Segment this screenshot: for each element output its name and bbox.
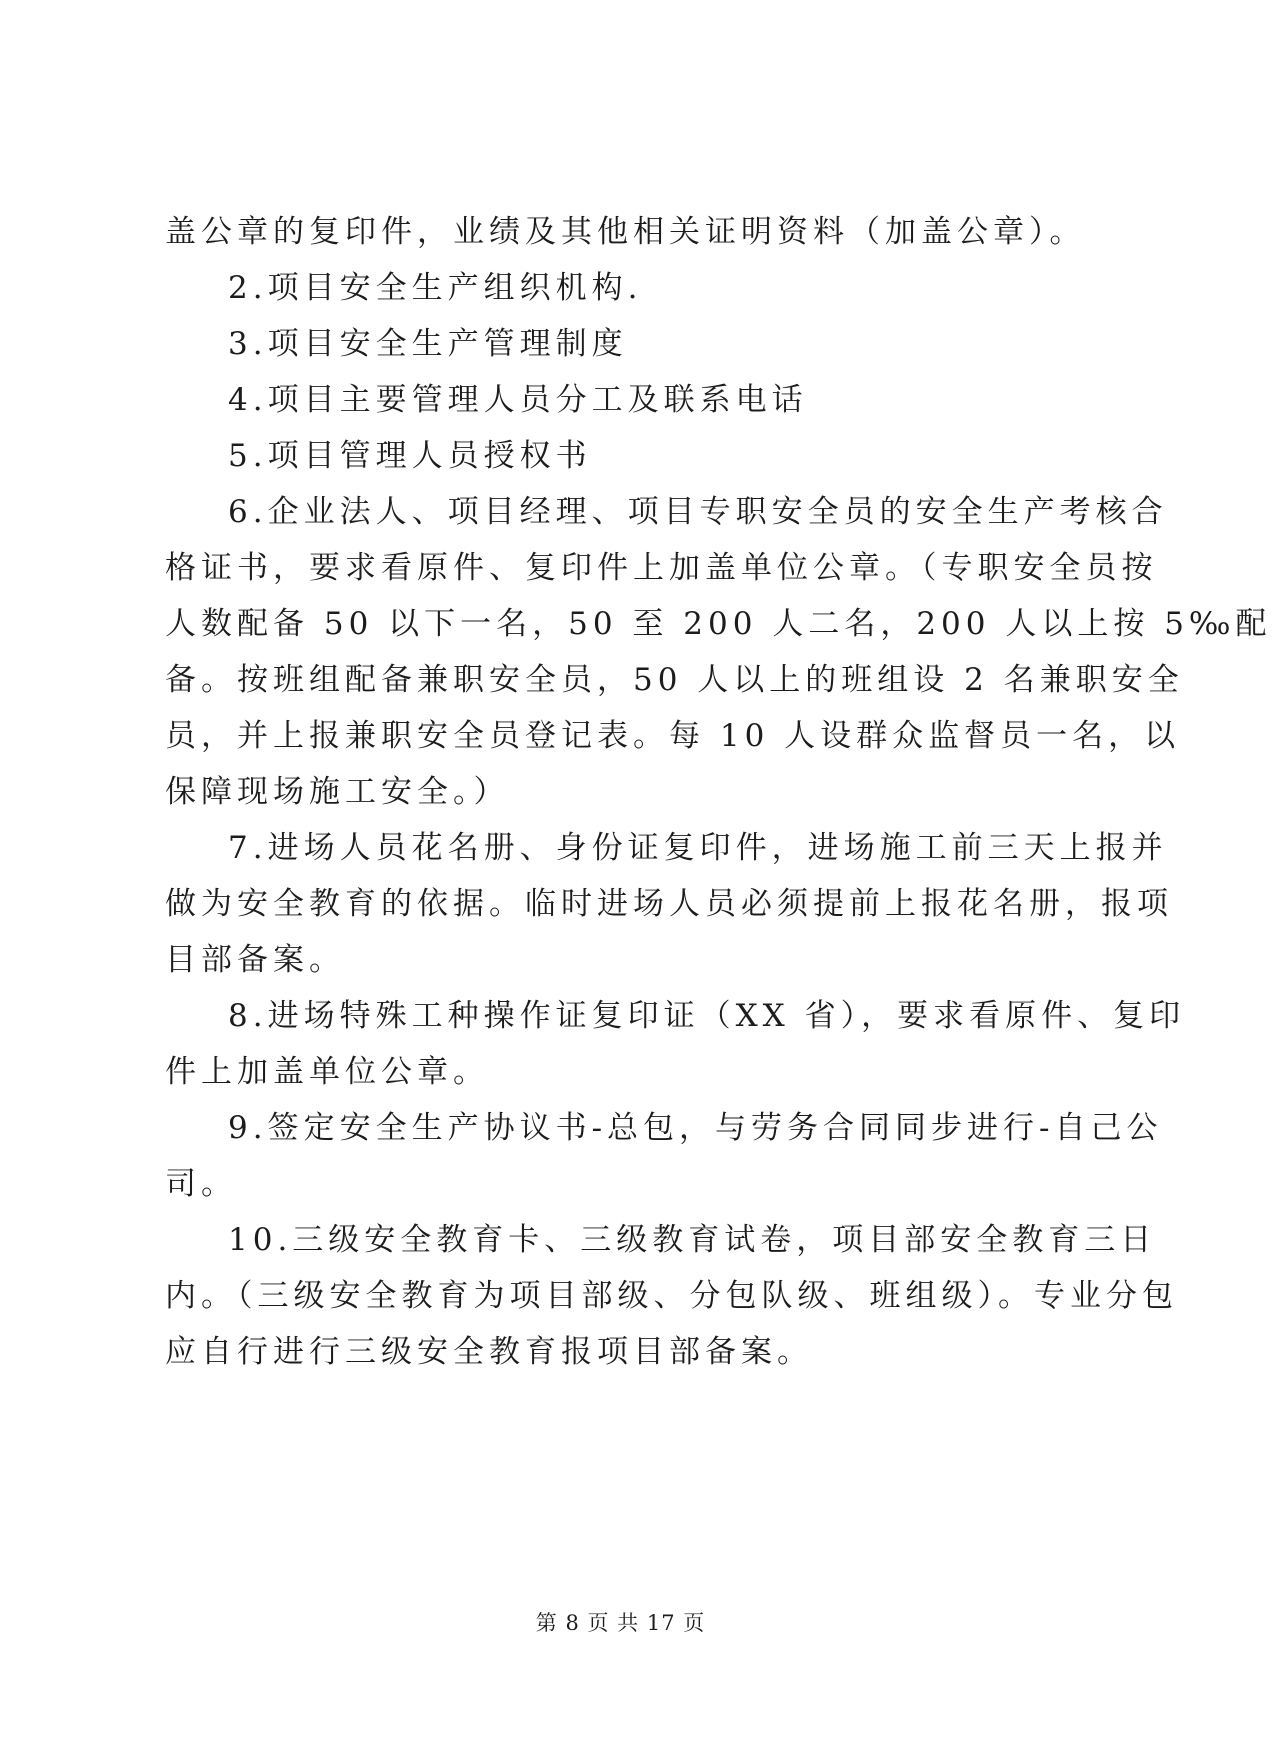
list-item-5: 5.项目管理人员授权书 [228,438,592,474]
list-item-4: 4.项目主要管理人员分工及联系电话 [228,382,808,418]
list-item-7-cont-1: 做为安全教育的依据。临时进场人员必须提前上报花名册，报项 [165,886,1173,922]
list-item-6-cont-2: 人数配备 50 以下一名，50 至 200 人二名，200 人以上按 5‰配 [165,606,1272,642]
list-item-10-cont-1: 内。（三级安全教育为项目部级、分包队级、班组级）。专业分包 [165,1278,1178,1314]
list-item-9: 9.签定安全生产协议书-总包，与劳务合同同步进行-自己公 [228,1110,1163,1146]
list-item-8: 8.进场特殊工种操作证复印证（XX 省），要求看原件、复印 [228,998,1186,1034]
list-item-7: 7.进场人员花名册、身份证复印件，进场施工前三天上报并 [228,830,1168,866]
list-item-10: 10.三级安全教育卡、三级教育试卷，项目部安全教育三日 [228,1222,1157,1258]
text-line-1: 盖公章的复印件，业绩及其他相关证明资料（加盖公章）。 [165,214,1086,250]
page-number-footer: 第 8 页 共 17 页 [535,1611,706,1635]
list-item-6-cont-3: 备。按班组配备兼职安全员，50 人以上的班组设 2 名兼职安全 [165,662,1184,698]
list-item-10-cont-2: 应自行进行三级安全教育报项目部备案。 [165,1334,813,1370]
list-item-6-cont-1: 格证书，要求看原件、复印件上加盖单位公章。（专职安全员按 [165,550,1158,586]
list-item-3: 3.项目安全生产管理制度 [228,326,628,362]
list-item-8-cont-1: 件上加盖单位公章。 [165,1054,489,1090]
list-item-7-cont-2: 目部备案。 [165,942,345,978]
list-item-9-cont-1: 司。 [165,1166,237,1202]
list-item-2: 2.项目安全生产组织机构. [228,270,643,306]
list-item-6-cont-5: 保障现场施工安全。） [165,774,510,810]
list-item-6-cont-4: 员，并上报兼职安全员登记表。每 10 人设群众监督员一名，以 [165,718,1181,754]
list-item-6: 6.企业法人、项目经理、项目专职安全员的安全生产考核合 [228,494,1168,530]
